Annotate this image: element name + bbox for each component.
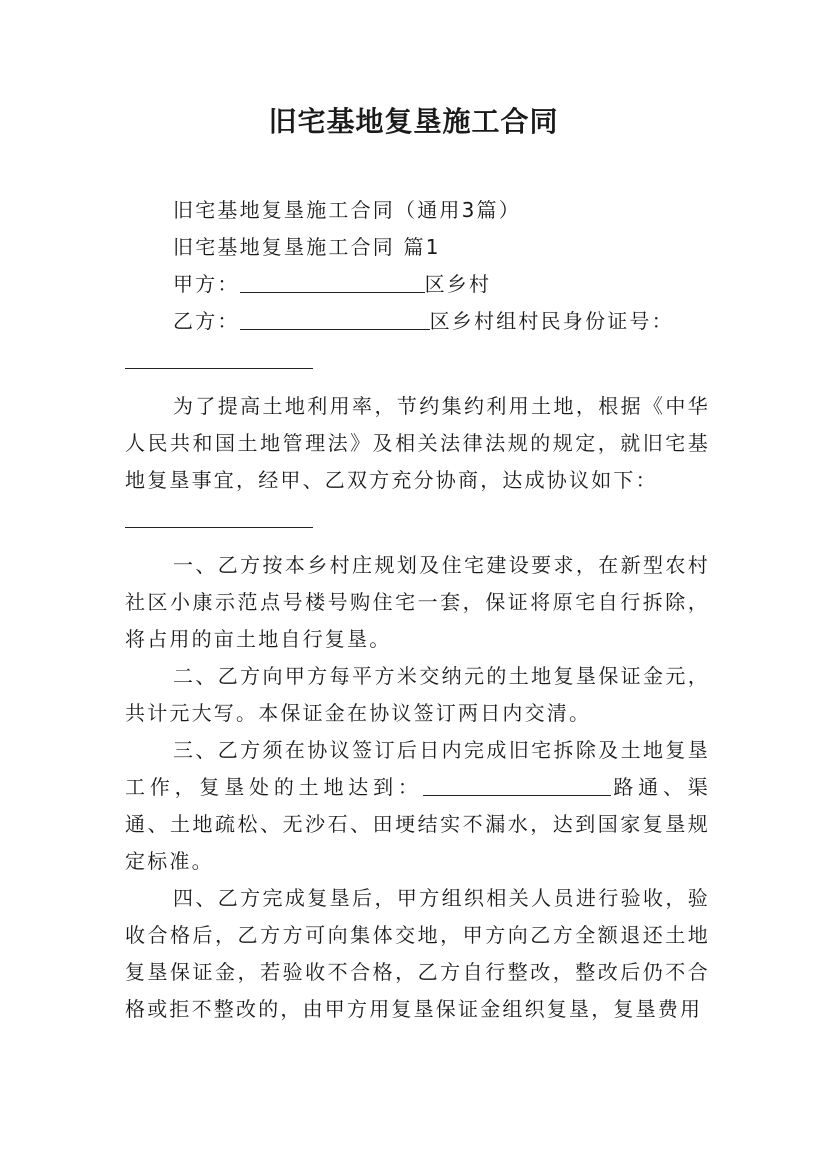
party-a-label: 甲方：: [173, 272, 240, 296]
chapter-heading: 旧宅基地复垦施工合同 篇1: [173, 235, 441, 259]
party-a-suffix: 区乡村: [424, 272, 492, 296]
id-number-blank: [125, 368, 313, 369]
party-a-blank: [240, 270, 425, 293]
party-a-line: [125, 266, 710, 303]
clause-1: 一、乙方按本乡村庄规划及住宅建设要求，在新型农村社区小康示范点号楼号购住宅一套，保证将原宅自行拆除，将占用的亩土地自行复垦。: [125, 553, 710, 651]
id-number-blank-row: [125, 340, 710, 377]
clause-3-text-after: 路通、渠通、土地疏松、无沙石、田埂结实不漏水，达到国家复垦规定标准。: [125, 775, 710, 873]
party-b-suffix: 区乡村组村民身份证号：: [429, 309, 674, 333]
party-b-label: 乙方：: [173, 309, 240, 333]
agreement-blank-row: [125, 499, 710, 536]
subtitle-line: 旧宅基地复垦施工合同（通用3篇）: [173, 198, 521, 222]
document-body: [125, 192, 710, 1028]
document-title: 旧宅基地复垦施工合同: [268, 105, 559, 138]
intro-paragraph: 为了提高土地利用率，节约集约利用土地，根据《中华人民共和国土地管理法》及相关法律法规的规定，就旧宅基地复垦事宜，经甲、乙双方充分协商，达成协议如下：: [125, 394, 710, 492]
agreement-blank: [125, 527, 313, 528]
party-b-line: [125, 303, 710, 340]
clause-2: 二、乙方向甲方每平方米交纳元的土地复垦保证金元，共计元大写。本保证金在协议签订两日内交清。: [125, 664, 710, 725]
clause-3: [125, 732, 710, 880]
clause-4: 四、乙方完成复垦后，甲方组织相关人员进行验收，验收合格后，乙方方可向集体交地，甲方向乙方全额退还土地复垦保证金，若验收不合格，乙方自行整改，整改后仍不合格或拒不整改的，由甲方用复垦保证金组织复垦，复垦费用: [125, 886, 710, 1021]
clause-3-blank: [423, 773, 611, 796]
party-b-blank: [240, 307, 430, 330]
clause-3-text-before: 三、乙方须在协议签订后日内完成旧宅拆除及土地复垦工作，复垦处的土地达到：: [125, 738, 710, 799]
